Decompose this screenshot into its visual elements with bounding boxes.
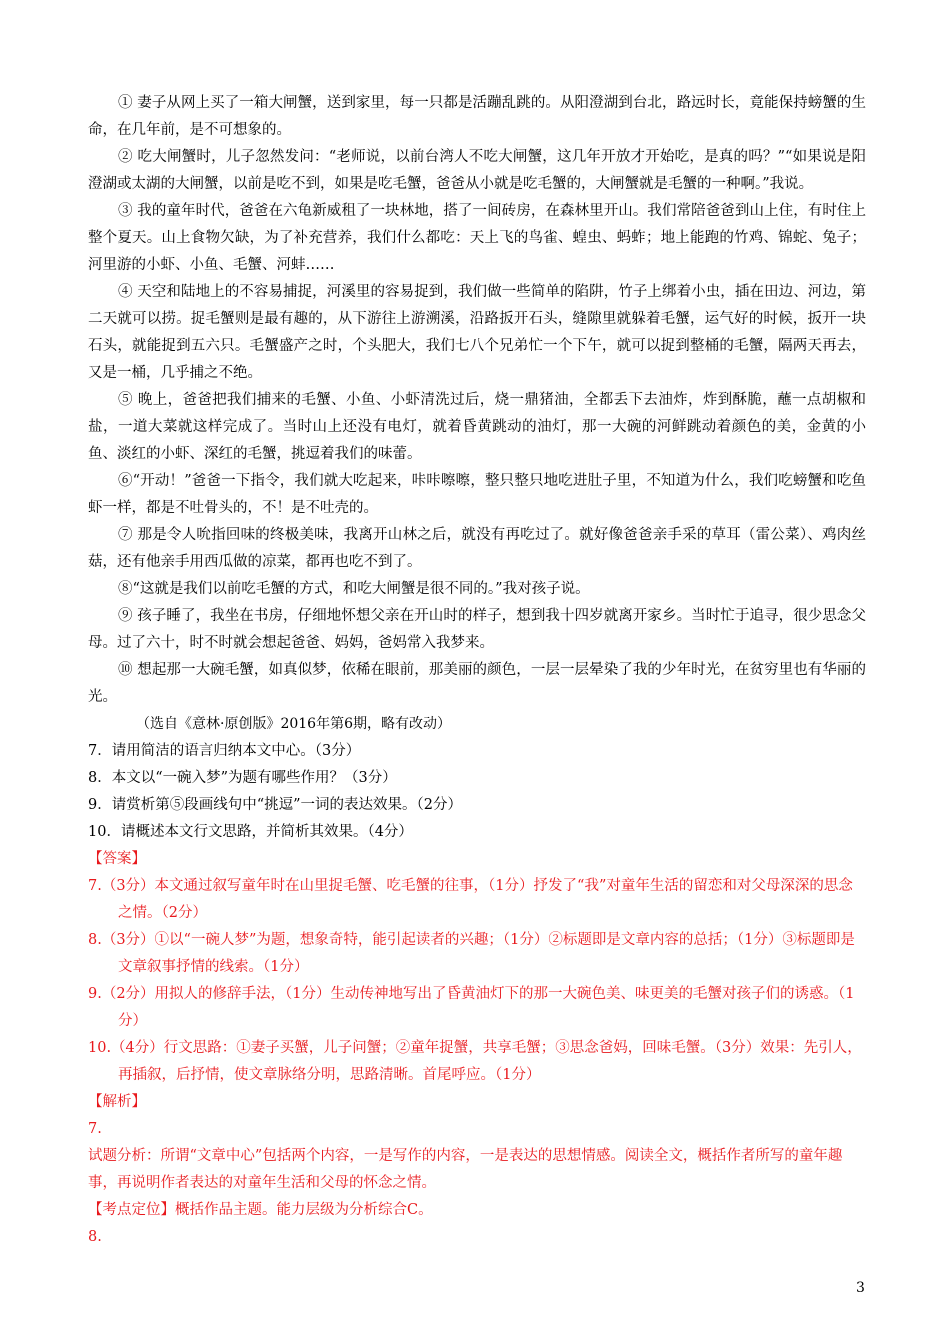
- question-list: [88, 738, 866, 846]
- answer-8: 8.（3分）①以“一碗人梦”为题，想象奇特，能引起读者的兴趣；（1分）②标题即是文章内容的总括；（1分）③标题即是文章叙事抒情的线索。（1分）: [88, 932, 855, 975]
- paragraph-9: ⑨ 孩子睡了，我坐在书房，仔细地怀想父亲在开山时的样子，想到我十四岁就离开家乡。当时忙于追寻，很少思念父母。过了六十，时不时就会想起爸爸、妈妈，爸妈常入我梦来。: [88, 608, 866, 651]
- analysis-7-text: 试题分析：所谓“文章中心”包括两个内容，一是写作的内容，一是表达的思想情感。阅读全文，概括作者所写的童年趣事，再说明作者表达的对童年生活和父母的怀念之情。: [88, 1148, 843, 1191]
- analysis-number-7: 7.: [88, 1121, 102, 1137]
- question-10: 10．请概述本文行文思路，并简析其效果。（4分）: [88, 824, 413, 840]
- paragraph-8: ⑧“这就是我们以前吃毛蟹的方式，和吃大闸蟹是很不同的。”我对孩子说。: [118, 581, 590, 597]
- article-body: [88, 90, 866, 711]
- analysis-number-8: 8.: [88, 1229, 102, 1245]
- kaodian-line: 【考点定位】概括作品主题。能力层级为分析综合C。: [88, 1202, 433, 1218]
- paragraph-3: ③ 我的童年时代，爸爸在六龟新威租了一块林地，搭了一间砖房，在森林里开山。我们常陪爸爸到山上住，有时住上整个夏天。山上食物欠缺，为了补充营养，我们什么都吃：天上飞的鸟雀、蝗虫、蚂蚱；地上能跑的竹鸡、锦蛇、兔子；河里游的小虾、小鱼、毛蟹、河蚌……: [88, 203, 866, 273]
- paragraph-7: ⑦ 那是令人吮指回味的终极美味，我离开山林之后，就没有再吃过了。就好像爸爸亲手采的草耳（雷公菜）、鸡肉丝菇，还有他亲手用西瓜做的凉菜，都再也吃不到了。: [88, 527, 866, 570]
- paragraph-6: ⑥“开动！”爸爸一下指令，我们就大吃起来，咔咔嚓嚓，整只整只地吃进肚子里，不知道为什么，我们吃螃蟹和吃鱼虾一样，都是不吐骨头的，不！是不吐壳的。: [88, 473, 866, 516]
- paragraph-10: ⑩ 想起那一大碗毛蟹，如真似梦，依稀在眼前，那美丽的颜色，一层一层晕染了我的少年时光，在贫穷里也有华丽的光。: [88, 662, 866, 705]
- answer-list: [88, 873, 866, 1089]
- paragraph-5: ⑤ 晚上，爸爸把我们捕来的毛蟹、小鱼、小虾清洗过后，烧一鼎猪油，全都丢下去油炸，炸到酥脆，蘸一点胡椒和盐，一道大菜就这样完成了。当时山上还没有电灯，就着昏黄跳动的油灯，那一大碗的河鲜跳动着颜色的美，金黄的小鱼、淡红的小虾、深红的毛蟹，挑逗着我们的味蕾。: [88, 392, 866, 462]
- source-citation: （选自《意林·原创版》2016年第6期，略有改动）: [136, 716, 451, 732]
- paragraph-4: ④ 天空和陆地上的不容易捕捉，河溪里的容易捉到，我们做一些简单的陷阱，竹子上绑着小虫，插在田边、河边，第二天就可以捞。捉毛蟹则是最有趣的，从下游往上游溯溪，沿路扳开石头，缝隙里就躲着毛蟹，运气好的时候，扳开一块石头，就能捉到五六只。毛蟹盛产之时，个头肥大，我们七八个兄弟忙一个下午，就可以捉到整桶的毛蟹，隔两天再去，又是一桶，几乎捕之不绝。: [88, 284, 866, 381]
- page-number: 3: [856, 1280, 865, 1296]
- paragraph-1: ① 妻子从网上买了一箱大闸蟹，送到家里，每一只都是活蹦乱跳的。从阳澄湖到台北，路远时长，竟能保持螃蟹的生命，在几年前，是不可想象的。: [88, 95, 866, 138]
- answer-9: 9.（2分）用拟人的修辞手法，（1分）生动传神地写出了昏黄油灯下的那一大碗色美、味更美的毛蟹对孩子们的诱惑。（1分）: [88, 986, 855, 1029]
- answer-header: 【答案】: [88, 851, 146, 867]
- question-8: 8．本文以“一碗入梦”为题有哪些作用？（3分）: [88, 770, 397, 786]
- answer-10: 10.（4分）行文思路：①妻子买蟹，儿子问蟹；②童年捉蟹，共享毛蟹；③思念爸妈，回味毛蟹。（3分）效果：先引人，再插叙，后抒情，使文章脉络分明，思路清晰。首尾呼应。（1分）: [88, 1040, 862, 1083]
- question-9: 9．请赏析第⑤段画线句中“挑逗”一词的表达效果。（2分）: [88, 797, 463, 813]
- paragraph-2: ② 吃大闸蟹时，儿子忽然发问：“老师说，以前台湾人不吃大闸蟹，这几年开放才开始吃，是真的吗？”“如果说是阳澄湖或太湖的大闸蟹，以前是吃不到，如果是吃毛蟹，爸爸从小就是吃毛蟹的，大闸蟹就是毛蟹的一种啊。”我说。: [88, 149, 866, 192]
- question-7: 7．请用简洁的语言归纳本文中心。（3分）: [88, 743, 361, 759]
- document-page: [88, 90, 866, 1251]
- answer-7: 7.（3分）本文通过叙写童年时在山里捉毛蟹、吃毛蟹的往事，（1分）抒发了“我”对童年生活的留恋和对父母深深的思念之情。（2分）: [88, 878, 853, 921]
- analysis-header: 【解析】: [88, 1094, 146, 1110]
